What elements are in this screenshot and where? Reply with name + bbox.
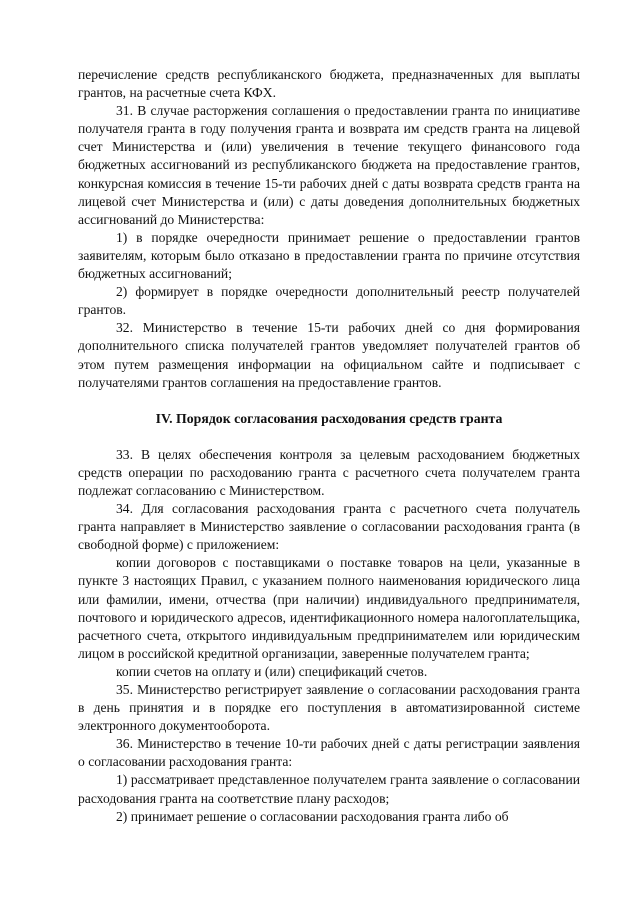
paragraph-p-36-1: 1) рассматривает представленное получателем гранта заявление о согласовании расходования гранта на соответствие плану расходов; (78, 772, 580, 806)
paragraph-p-33: 33. В целях обеспечения контроля за целевым расходованием бюджетных средств операции по расходованию гранта с расчетного счета получателем гранта подлежат согласованию с Министерством. (78, 446, 580, 498)
section-heading: IV. Порядок согласования расходования средств гранта (155, 410, 503, 426)
paragraph-p-35: 35. Министерство регистрирует заявление о согласовании расходования гранта в день принятия и в порядке его поступления в автоматизированной системе электронного документооборота. (78, 682, 580, 734)
paragraph-p-36: 36. Министерство в течение 10-ти рабочих дней с даты регистрации заявления о согласовании расходования гранта: (78, 736, 580, 770)
paragraphs-after-heading (78, 446, 580, 826)
paragraph-p-34-b: копии счетов на оплату и (или) спецификаций счетов. (116, 663, 428, 679)
paragraph-p-31: 31. В случае расторжения соглашения о предоставлении гранта по инициативе получателя гранта в году получения гранта и возврата им средств гранта на лицевой счет Министерства и (или) увеличения в течение текущего финансового года бюджетных ассигнований из республиканского бюджета на предоставление грантов, конкурсная комиссия в течение 15-ти рабочих дней с даты возврата средств гранта на лицевой счет Министерства и (или) с даты доведения дополнительных бюджетных ассигнований до Министерства: (78, 103, 580, 227)
paragraph-p-32: 32. Министерство в течение 15-ти рабочих дней со дня формирования дополнительного списка получателей грантов уведомляет получателей грантов об этом путем размещения информации на официальном сайте и подписывает с получателями грантов соглашения на предоставление грантов. (78, 320, 580, 390)
paragraph-p-34-a: копии договоров с поставщиками о поставке товаров на цели, указанные в пункте 3 настоящих Правил, с указанием полного наименования юридического лица или фамилии, имени, отчества (при наличии) индивидуального предпринимателя, почтового и юридического адресов, идентификационного номера налогоплательщика, расчетного счета, открытого индивидуальным предпринимателем или юридическим лицом в российской кредитной организации, заверенные получателем гранта; (78, 555, 580, 661)
paragraph-p-cont-30: перечисление средств республиканского бюджета, предназначенных для выплаты грантов, на расчетные счета КФХ. (78, 67, 580, 101)
paragraph-p-36-2: 2) принимает решение о согласовании расходования гранта либо об (116, 808, 509, 824)
paragraph-p-31-1: 1) в порядке очередности принимает решение о предоставлении грантов заявителям, которым было отказано в предоставлении гранта по причине отсутствия бюджетных ассигнований; (78, 229, 580, 282)
paragraph-p-34: 34. Для согласования расходования гранта с расчетного счета получатель гранта направляет в Министерство заявление о согласовании расходования гранта (в свободной форме) с приложением: (78, 501, 580, 553)
paragraph-p-31-2: 2) формирует в порядке очередности дополнительный реестр получателей грантов. (78, 284, 580, 318)
paragraphs-before-heading (78, 66, 580, 392)
document-page (78, 66, 580, 826)
